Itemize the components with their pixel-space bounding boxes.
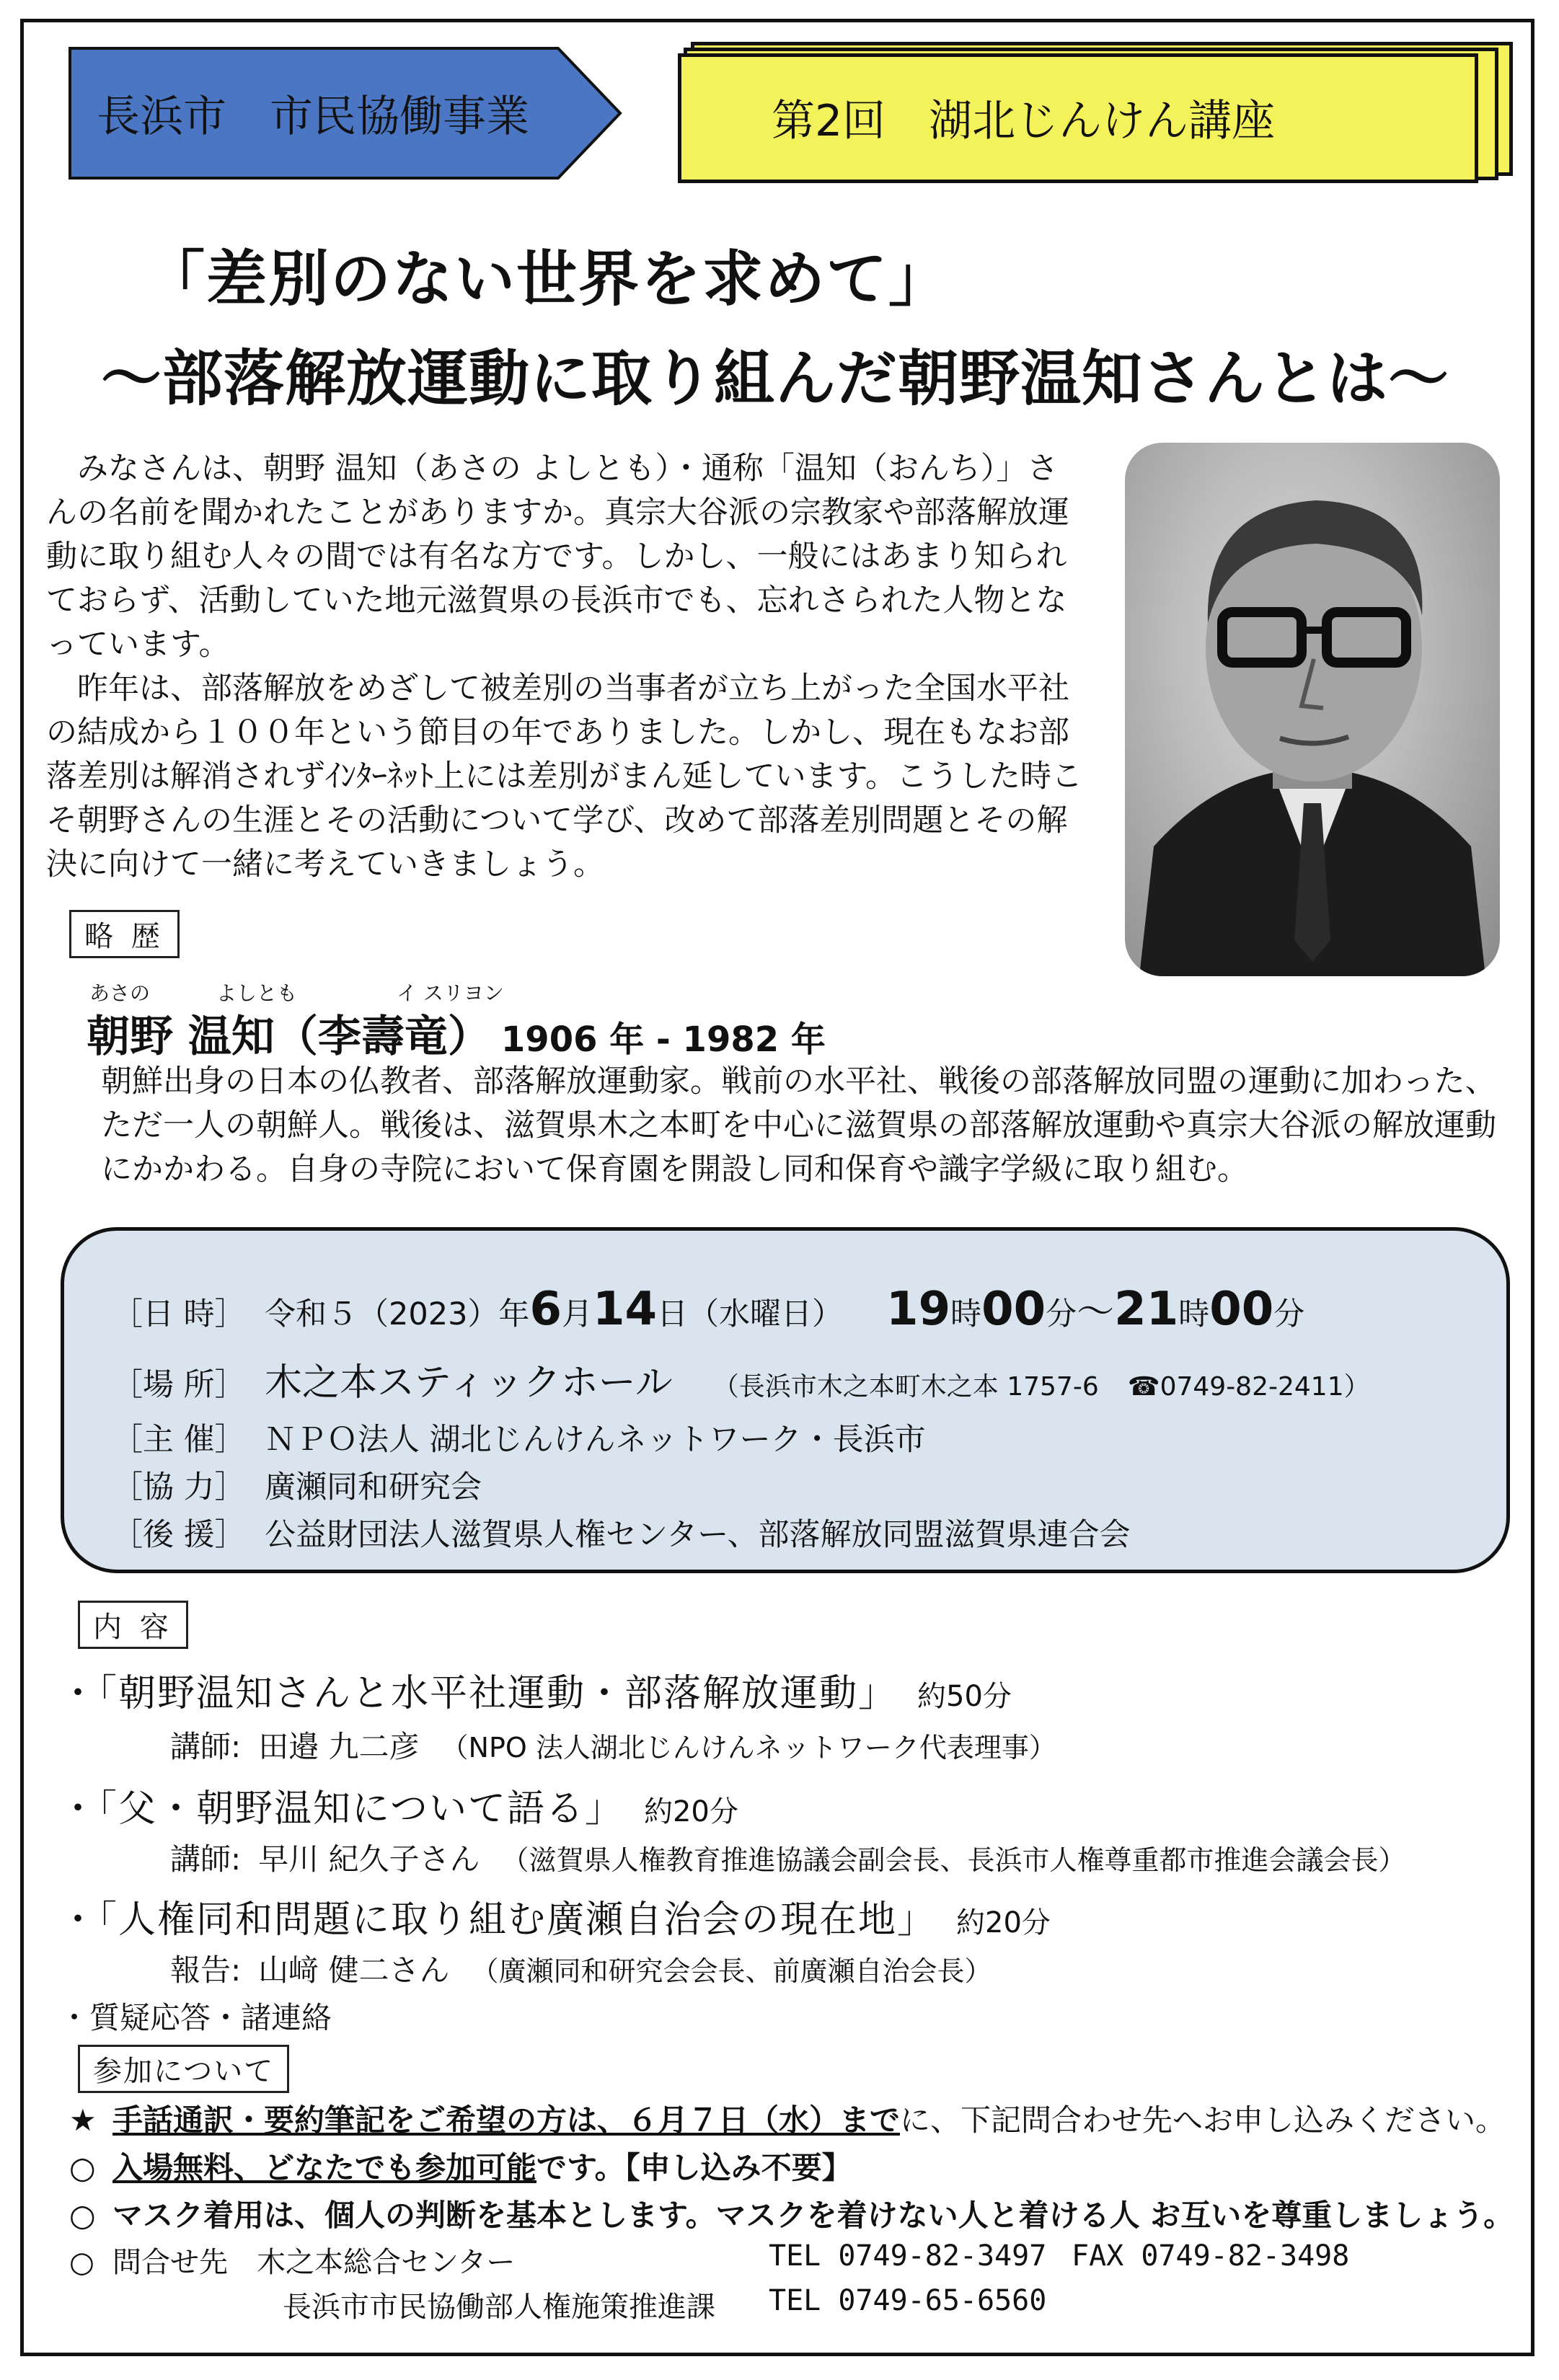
date-month-unit: 月 xyxy=(561,1296,593,1332)
place-row xyxy=(112,1352,1370,1406)
program-banner xyxy=(68,46,623,180)
date-month: 6 xyxy=(529,1283,562,1336)
program-item-3-time: 約20分 xyxy=(956,1906,1051,1939)
course-banner-label: 第2回 湖北じんけん講座 xyxy=(772,96,1276,146)
program-item-1-speaker xyxy=(170,1723,1056,1766)
contact-2-tel: TEL 0749-65-6560 xyxy=(769,2284,1047,2317)
contact-row-1 xyxy=(69,2239,515,2281)
end-minute: 00 xyxy=(1209,1283,1274,1336)
speaker-role: 講師: xyxy=(170,1841,242,1877)
end-hour: 21 xyxy=(1114,1283,1179,1336)
end-minute-unit: 分 xyxy=(1273,1296,1305,1332)
time-tilde: ～ xyxy=(1077,1291,1115,1334)
profile-years: 1906 年 - 1982 年 xyxy=(500,1019,826,1060)
program-item-1-time: 約50分 xyxy=(917,1680,1012,1713)
profile-bio: 朝鮮出身の日本の仏教者、部落解放運動家。戦前の水平社、戦後の部落解放同盟の運動に加わった、ただ一人の朝鮮人。戦後は、滋賀県木之本町を中心に滋賀県の部落解放運動や真宗大谷派の解放運動にかかわる。自身の寺院において保育園を開設し同和保育や識字学級に取り組む。 xyxy=(101,1063,1496,1187)
portrait-photo xyxy=(1125,443,1500,976)
place-address: （長浜市木之本町木之本 1757-6 xyxy=(712,1372,1099,1402)
note-mask-text: マスク着用は、個人の判断を基本とします。マスクを着けない人と着ける人 お互いを尊重しましょう。 xyxy=(112,2198,1514,2233)
date-day-unit: 日（水曜日） xyxy=(657,1296,844,1332)
portrait-illustration xyxy=(1125,443,1500,976)
program-item-2-title xyxy=(59,1778,738,1832)
note-interpreter-rest: に、下記問合わせ先へお申し込みください。 xyxy=(900,2102,1506,2138)
participation-section-label: 参加について xyxy=(78,2045,289,2093)
start-hour: 19 xyxy=(886,1283,951,1336)
date-label: ［日 時］ xyxy=(112,1296,246,1332)
program-item-3-title xyxy=(59,1889,1051,1943)
note-interpreter-bold: 手話通訳・要約筆記をご希望の方は、６月７日（水）まで xyxy=(112,2102,901,2138)
program-item-2-time: 約20分 xyxy=(643,1795,738,1828)
place-label: ［場 所］ xyxy=(112,1367,246,1403)
speaker-role: 講師: xyxy=(170,1729,242,1764)
main-title: 「差別のない世界を求めて」 xyxy=(144,244,951,314)
date-row xyxy=(112,1281,1304,1336)
intro-text xyxy=(46,447,1085,887)
speaker-name: 田邉 九二彦 xyxy=(258,1729,420,1764)
circle-bullet-icon: ○ xyxy=(69,2246,94,2279)
note-free-entry-rest: です。【申し込み不要】 xyxy=(536,2150,852,2185)
program-item-3-name: ・「人権同和問題に取り組む廣瀬自治会の現在地」 xyxy=(59,1898,918,1942)
sub-title: ～部落解放運動に取り組んだ朝野温知さんとは～ xyxy=(101,343,1450,414)
program-item-1-name: ・「朝野温知さんと水平社運動・部落解放運動」 xyxy=(59,1672,879,1715)
date-prefix: 令和５（2023）年 xyxy=(265,1296,530,1332)
contents-section-label: 内 容 xyxy=(78,1601,188,1649)
ruby-korean-name: イ スリヨン xyxy=(397,981,504,1005)
place-name: 木之本スティックホール xyxy=(265,1361,673,1404)
support-row xyxy=(112,1510,1131,1554)
contact-1-name: 木之本総合センター xyxy=(257,2246,516,2279)
ruby-family-name: あさの xyxy=(89,981,151,1005)
contact-2-name: 長浜市市民協働部人権施策推進課 xyxy=(283,2291,715,2324)
profile-name: 朝野 温知（李壽竜） xyxy=(87,1012,491,1062)
program-item-2-name: ・「父・朝野温知について語る」 xyxy=(59,1787,605,1831)
coop-label: ［協 力］ xyxy=(112,1469,246,1505)
ruby-given-name: よしとも xyxy=(216,981,298,1005)
host-label: ［主 催］ xyxy=(112,1422,246,1458)
profile-section-label: 略 歴 xyxy=(69,910,180,958)
circle-bullet-icon: ○ xyxy=(69,2198,96,2233)
course-banner xyxy=(678,42,1514,186)
speaker-affiliation: （廣瀬同和研究会会長、前廣瀬自治会長） xyxy=(471,1955,992,1987)
speaker-affiliation: （滋賀県人権教育推進協議会副会長、長浜市人権尊重都市推進会議会長） xyxy=(501,1844,1406,1876)
coop-value: 廣瀬同和研究会 xyxy=(265,1469,482,1505)
profile-name-line xyxy=(87,1002,826,1064)
host-value: ＮＰＯ法人 湖北じんけんネットワーク・長浜市 xyxy=(265,1422,926,1458)
support-label: ［後 援］ xyxy=(112,1517,246,1553)
start-hour-unit: 時 xyxy=(950,1296,982,1332)
speaker-name: 早川 紀久子さん xyxy=(258,1841,480,1877)
start-minute: 00 xyxy=(981,1283,1046,1336)
note-mask xyxy=(69,2192,1514,2235)
program-item-3-speaker xyxy=(170,1947,992,1990)
date-day: 14 xyxy=(592,1283,658,1336)
contact-1-fax: FAX 0749-82-3498 xyxy=(1072,2239,1350,2273)
circle-bullet-icon: ○ xyxy=(69,2150,96,2185)
contact-1-tel: TEL 0749-82-3497 xyxy=(769,2239,1047,2273)
start-minute-unit: 分 xyxy=(1046,1296,1077,1332)
intro-paragraph-2: 昨年は、部落解放をめざして被差別の当事者が立ち上がった全国水平社の結成から１００年という節目の年でありました。しかし、現在もなお部落差別は解消されずｲﾝﾀｰﾈｯﾄ上には差別がまん延しています。こうした時こそ朝野さんの生涯とその活動について学び、改めて部落差別問題とその解決に向けて一緒に考えていきましょう。 xyxy=(46,671,1083,882)
speaker-affiliation: （NPO 法人湖北じんけんネットワーク代表理事） xyxy=(441,1732,1056,1764)
qa-item: ・質疑応答・諸連絡 xyxy=(59,2000,332,2035)
place-phone: ☎0749-82-2411） xyxy=(1127,1372,1370,1402)
note-free-entry-bold: 入場無料、どなたでも参加可能 xyxy=(112,2150,537,2185)
program-item-2-speaker xyxy=(170,1836,1406,1879)
host-row xyxy=(112,1415,926,1459)
program-item-1-title xyxy=(59,1663,1012,1717)
speaker-role: 報告: xyxy=(170,1952,242,1988)
intro-paragraph-1: みなさんは、朝野 温知（あさの よしとも）・通称「温知（おんち）」さんの名前を聞かれたことがありますか。真宗大谷派の宗教家や部落解放運動に取り組む人々の間では有名な方です。しかし、一般にはあまり知られておらず、活動していた地元滋賀県の長浜市でも、忘れさられた人物となっています。 xyxy=(46,451,1069,663)
event-info-box xyxy=(61,1227,1510,1573)
program-banner-label: 長浜市 市民協働事業 xyxy=(97,92,529,142)
support-value: 公益財団法人滋賀県人権センター、部落解放同盟滋賀県連合会 xyxy=(265,1517,1131,1553)
end-hour-unit: 時 xyxy=(1178,1296,1210,1332)
star-icon: ★ xyxy=(69,2102,97,2138)
note-free-entry xyxy=(69,2144,852,2187)
speaker-name: 山﨑 健二さん xyxy=(258,1952,450,1988)
coop-row xyxy=(112,1463,482,1507)
note-interpreter xyxy=(69,2097,1506,2140)
contact-label: 問合せ先 xyxy=(112,2246,228,2279)
